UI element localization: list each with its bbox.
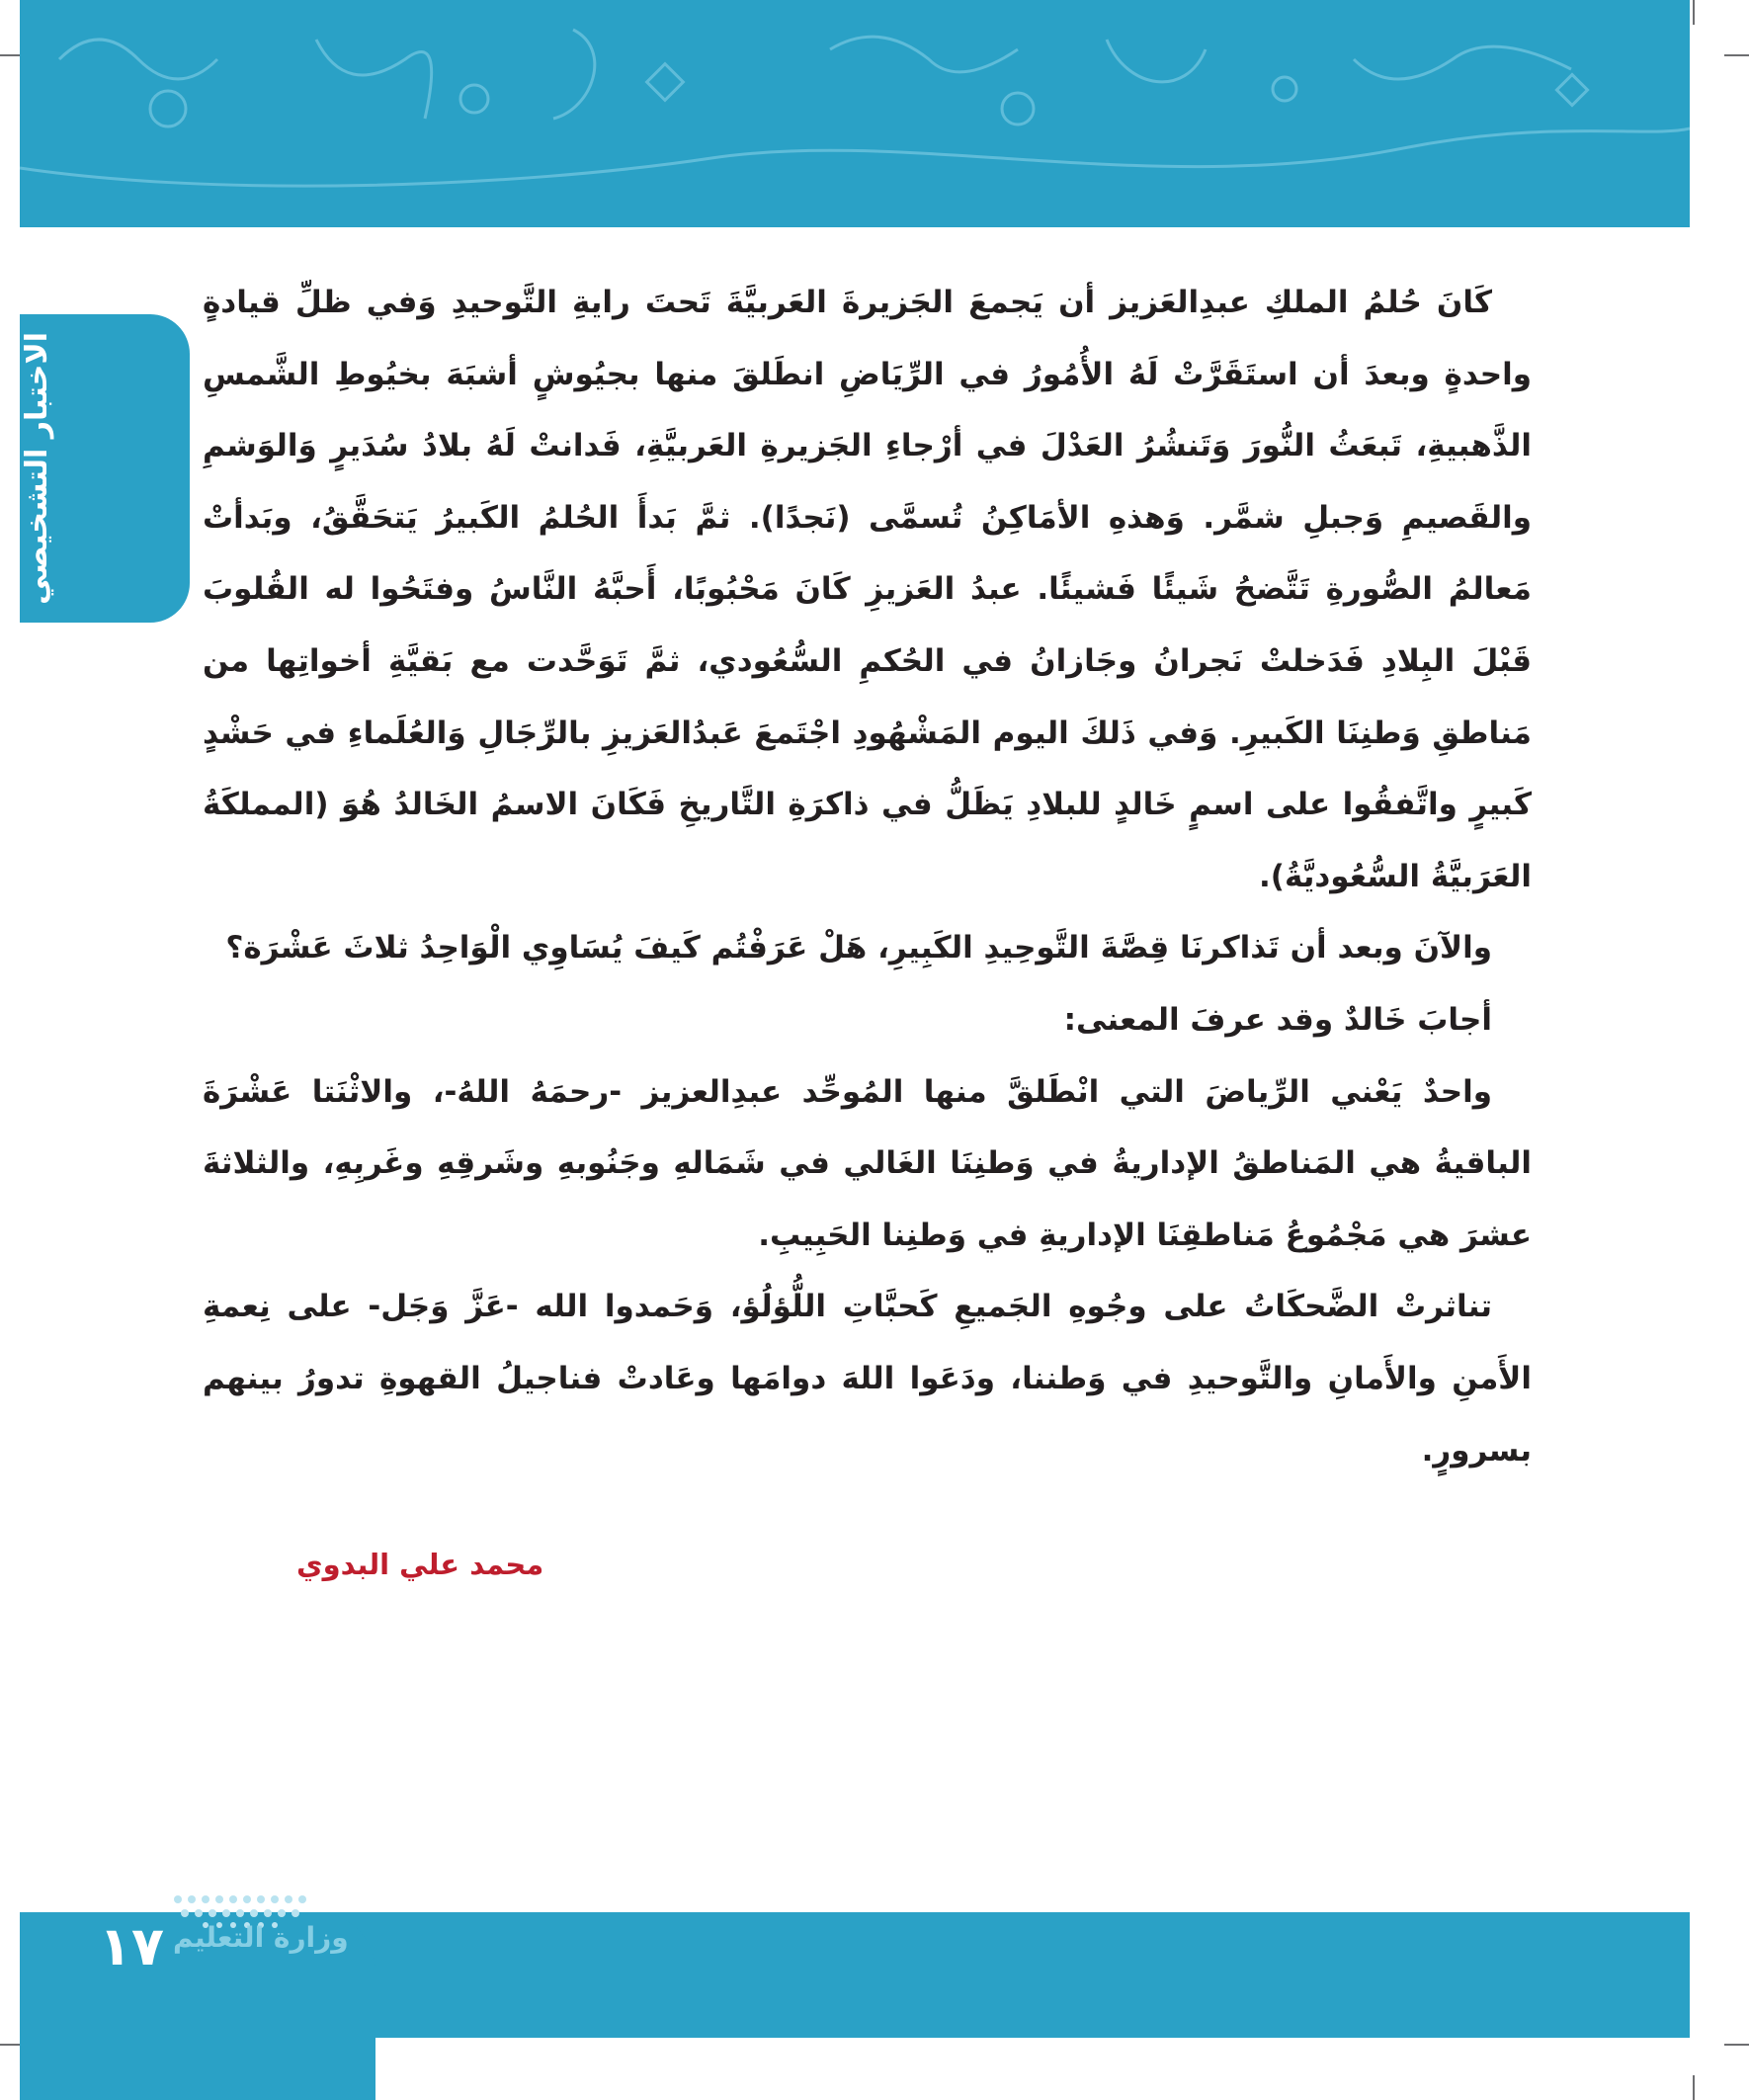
crop-mark [1724,54,1749,56]
paragraph: واحدٌ يَعْني الرِّياضَ التي انْطَلقَّ منها المُوحِّد عبدِالعزيز -رحمَهُ اللهُ-، والاثْنَتا عَشْرَةَ الباقيةُ هي المَناطقُ الإداريةُ في وَطنِنَا الغَالي في شَمَالهِ وجَنُوبهِ وشَرقِهِ وغَربِهِ، والثلاثةَ عشرَ هي مَجْمُوعُ مَناطقِنَا الإداريةِ في وَطنِنا الحَبِيبِ. [203,1073,1532,1253]
crop-mark [1693,0,1695,25]
ministry-logo-text: وزارة التعليم [173,1921,349,1954]
page-number: ١٧ [99,1915,164,1977]
paragraph: أجابَ خَالدٌ وقد عرفَ المعنى: [1063,1001,1492,1038]
crop-mark [1693,2075,1695,2100]
author-name: محمد علي البدوي [296,1548,544,1581]
paragraph: والآنَ وبعد أن تَذاكرنَا قِصَّةَ التَّوحِيدِ الكَبِيرِ، هَلْ عَرَفْتُم كَيفَ يُسَاوِي الْوَاحِدُ ثلاثَ عَشْرَة؟ [225,930,1492,966]
paragraph: تناثرتْ الضَّحكَاتُ على وجُوهِ الجَميعِ كَحبَّاتِ اللُّؤلُؤ، وَحَمدوا الله -عَزَّ وَجَل- على نِعمةِ الأَمنِ والأَمانِ والتَّوحيدِ في وَطننا، ودَعَوا اللهَ دوامَها وعَادتْ فناجيلُ القهوةِ تدورُ بينهم بسرورٍ. [203,1289,1532,1469]
section-tab-label: الاختبار التشخيصي [20,332,54,605]
section-tab [20,314,190,623]
calligraphy-pattern [20,0,1690,227]
paragraph: كَانَ حُلمُ الملكِ عبدِالعَزيز أن يَجمعَ الجَزيرةَ العَربيَّةَ تَحتَ رايةِ التَّوحيدِ وَفي ظلِّ قيادةٍ واحدةٍ وبعدَ أن استَقَرَّتْ لَهُ الأُمُورُ في الرِّيَاضِ انطَلقَ منها بجيُوشٍ أشبَهَ بخيُوطِ الشَّمسِ الذَّهبيةِ، تَبعَثُ النُّورَ وَتَنشُرُ العَدْلَ في أرْجاءِ الجَزيرةِ العَربيَّةِ، فَدانتْ لَهُ بلادُ سُدَيرٍ وَالوَشمِ والقَصيمِ وَجبلِ شمَّر. وَهذهِ الأمَاكِنُ تُسمَّى (نَجدًا). ثمَّ بَدأَ الحُلمُ الكَبيرُ يَتحَقَّقُ، وبَدأتْ مَعالمُ الصُّورةِ تَتَّضحُ شَيئًا فَشيئًا. عبدُ العَزيزِ كَانَ مَحْبُوبًا، أَحبَّهُ النَّاسُ وفتَحُوا له القُلوبَ قَبْلَ البِلادِ فَدَخلتْ نَجرانُ وجَازانُ في الحُكمِ السُّعُودي، ثمَّ تَوَحَّدت مع بَقيَّةِ أخواتِها من مَناطقِ وَطنِنَا الكَبيرِ. وَفي ذَلكَ اليوم المَشْهُودِ اجْتَمعَ عَبدُالعَزيزِ بالرِّجَالِ وَالعُلَماءِ في حَشْدٍ كَبيرٍ واتَّفقُوا على اسمٍ خَالدٍ للبلادِ يَظَلُّ في ذاكرَةِ التَّاريخِ فَكَانَ الاسمُ الخَالدُ هُوَ (المملكَةُ العَرَبيَّةُ السُّعُوديَّةُ). [203,285,1532,894]
story-text [203,267,1532,1486]
header-band [20,0,1690,227]
crop-mark [1724,2044,1749,2046]
